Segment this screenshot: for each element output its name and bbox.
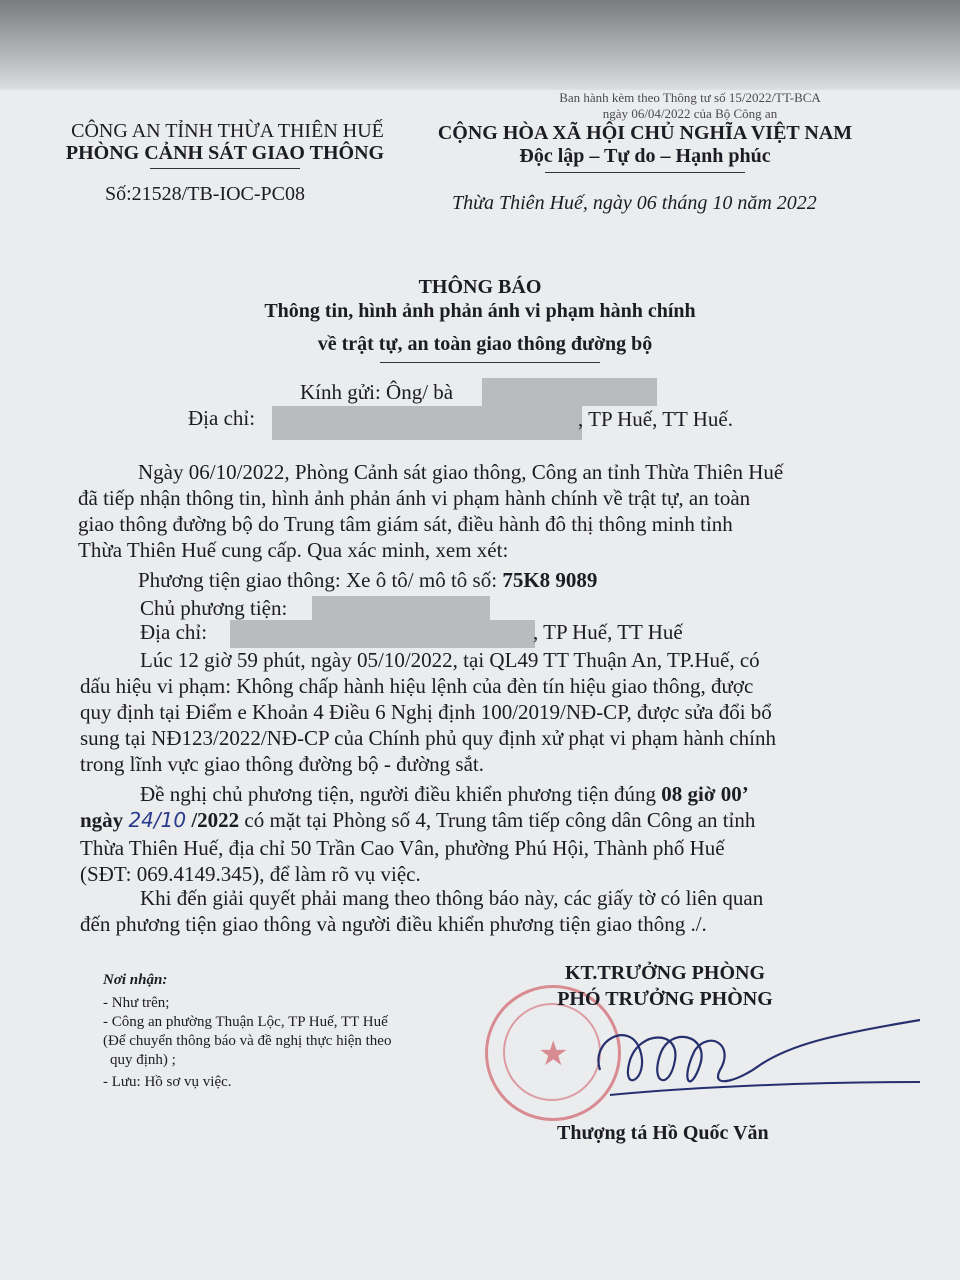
p1-line3: giao thông đường bộ do Trung tâm giám sát, điều hành đô thị thông minh tỉnh [78, 512, 733, 536]
vehicle-plate: 75K8 9089 [502, 568, 598, 592]
address-label: Địa chỉ: [188, 406, 256, 430]
p2-line5: trong lĩnh vực giao thông đường bộ - đường sắt. [80, 752, 484, 776]
p2-line4: sung tại NĐ123/2022/NĐ-CP của Chính phủ quy định xử phạt vi phạm hành chính [80, 726, 776, 750]
p3-line3: Thừa Thiên Huế, địa chỉ 50 Trần Cao Vân, phường Phú Hội, Thành phố Huế [80, 836, 725, 860]
p4-line2: đến phương tiện giao thông và người điều khiển phương tiện giao thông ./. [80, 912, 707, 936]
recipients-item2: - Công an phường Thuận Lộc, TP Huế, TT Huế [103, 1014, 388, 1030]
signature-role2: PHÓ TRƯỞNG PHÒNG [557, 988, 773, 1010]
recipients-item3b: quy định) ; [110, 1052, 176, 1068]
owner-address-label: Địa chỉ: [140, 620, 208, 644]
p3-line4: (SĐT: 069.4149.345), để làm rõ vụ việc. [80, 862, 421, 886]
recipients-item1: - Như trên; [103, 995, 170, 1011]
p2-line2: dấu hiệu vi phạm: Không chấp hành hiệu lệnh của đèn tín hiệu giao thông, được [80, 674, 754, 698]
owner-label: Chủ phương tiện: [140, 596, 288, 620]
p1-line2: đã tiếp nhận thông tin, hình ảnh phản ánh vi phạm hành chính về trật tự, an toàn [78, 486, 751, 510]
handwritten-signature [560, 1000, 930, 1110]
photo-top-shadow [0, 0, 960, 95]
p2-line1: Lúc 12 giờ 59 phút, ngày 05/10/2022, tại QL49 TT Thuận An, TP.Huế, có [140, 648, 760, 672]
place-date: Thừa Thiên Huế, ngày 06 tháng 10 năm 2022 [452, 192, 817, 214]
p1-line1: Ngày 06/10/2022, Phòng Cảnh sát giao thông, Công an tỉnh Thừa Thiên Huế [138, 460, 784, 484]
vehicle-label [138, 568, 597, 593]
form-note-line2: ngày 06/04/2022 của Bộ Công an [602, 106, 778, 121]
p3-time: 08 giờ 00’ [661, 782, 749, 806]
p3-year: /2022 [191, 808, 240, 832]
title-underline [380, 362, 600, 363]
redacted-name [482, 378, 657, 406]
p4-line1: Khi đến giải quyết phải mang theo thông báo này, các giấy tờ có liên quan [140, 886, 764, 910]
recipient-label: Kính gửi: Ông/ bà [300, 380, 454, 404]
signature-role1: KT.TRƯỞNG PHÒNG [565, 962, 765, 984]
p3-line1 [140, 782, 749, 807]
recipients-item4: - Lưu: Hồ sơ vụ việc. [103, 1074, 232, 1090]
stamp-star-icon: ★ [538, 1034, 569, 1074]
notice-subtitle-2: về trật tự, an toàn giao thông đường bộ [317, 333, 653, 355]
p3-day-label: ngày [80, 808, 124, 832]
issuer-line1: CÔNG AN TỈNH THỪA THIÊN HUẾ [71, 120, 384, 142]
signature-name: Thượng tá Hồ Quốc Văn [557, 1122, 769, 1144]
p1-line4: Thừa Thiên Huế cung cấp. Qua xác minh, xem xét: [78, 538, 509, 562]
redacted-address [272, 406, 582, 440]
p2-line3: quy định tại Điểm e Khoản 4 Điều 6 Nghị định 100/2019/NĐ-CP, được sửa đổi bổ [80, 700, 772, 724]
country-underline [545, 172, 745, 173]
country-line2: Độc lập – Tự do – Hạnh phúc [519, 145, 771, 167]
country-line1: CỘNG HÒA XÃ HỘI CHỦ NGHĨA VIỆT NAM [437, 122, 853, 144]
notice-subtitle-1: Thông tin, hình ảnh phản ánh vi phạm hành chính [264, 300, 696, 322]
p3-line1-text: Đề nghị chủ phương tiện, người điều khiển phương tiện đúng [140, 782, 656, 806]
address-suffix: , TP Huế, TT Huế. [578, 407, 733, 431]
vehicle-label-text: Phương tiện giao thông: Xe ô tô/ mô tô số: [138, 568, 498, 592]
handwritten-date: 24/10 [128, 808, 187, 832]
recipients-item3a: (Để chuyển thông báo và đề nghị thực hiện theo [103, 1033, 392, 1049]
owner-address-suffix: , TP Huế, TT Huế [533, 620, 683, 644]
recipients-title: Nơi nhận: [103, 972, 168, 988]
p3-line2-rest: có mặt tại Phòng số 4, Trung tâm tiếp công dân Công an tỉnh [244, 808, 756, 832]
doc-number: Số:21528/TB-IOC-PC08 [105, 183, 306, 205]
redacted-owner-address [230, 620, 535, 648]
notice-title: THÔNG BÁO [418, 276, 542, 298]
issuer-underline [150, 168, 300, 169]
form-note-line1: Ban hành kèm theo Thông tư số 15/2022/TT-BCA [559, 90, 821, 105]
p3-line2 [80, 808, 755, 833]
issuer-line2: PHÒNG CẢNH SÁT GIAO THÔNG [65, 142, 385, 164]
